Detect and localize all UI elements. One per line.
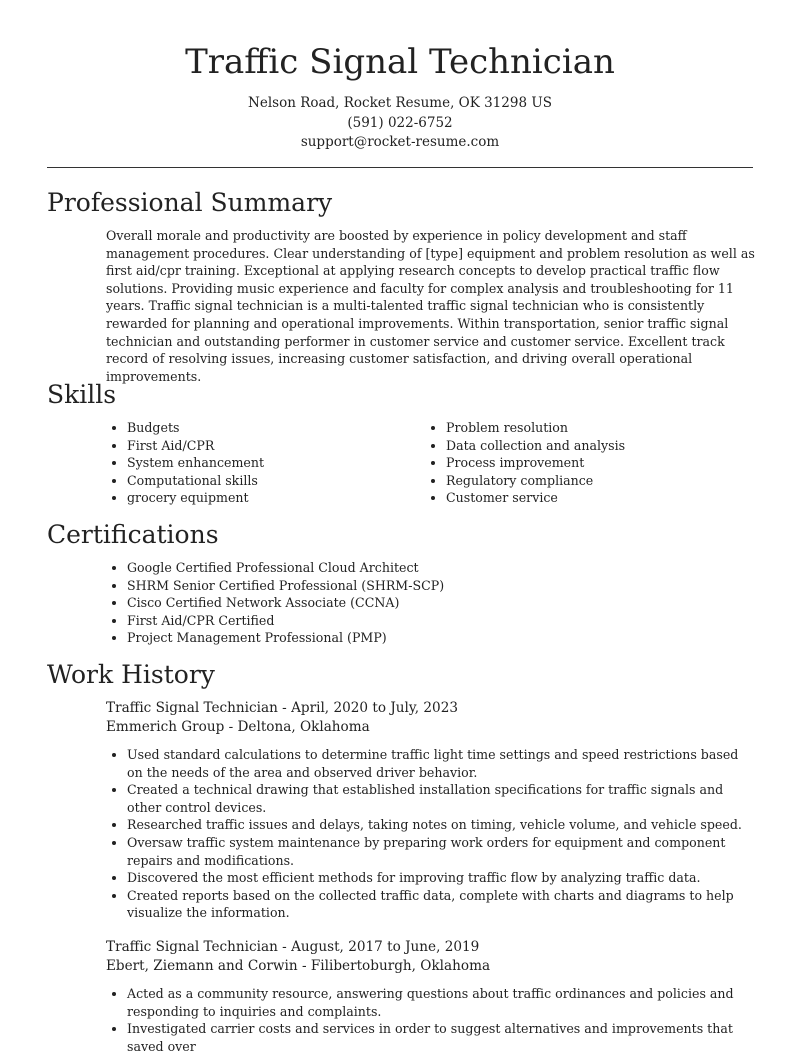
certification-item: • First Aid/CPR Certified <box>127 612 756 630</box>
job-dates: - August, 2017 to June, 2019 <box>277 939 480 955</box>
job-bullet: • Acted as a community resource, answering questions about traffic ordinances and policies and responding to inquiries and complaints. <box>127 985 756 1020</box>
job-entry <box>106 699 756 922</box>
job-role: Traffic Signal Technician <box>106 700 278 716</box>
skill-item: • Computational skills <box>127 472 406 490</box>
job-company: Ebert, Ziemann and Corwin <box>106 958 298 974</box>
resume-name: Traffic Signal Technician <box>185 42 615 82</box>
skill-item: • Problem resolution <box>446 419 725 437</box>
job-company-line <box>106 957 756 976</box>
job-bullet: • Created reports based on the collected traffic data, complete with charts and diagrams to help visualize the information. <box>127 887 756 922</box>
skill-item: • Data collection and analysis <box>446 437 725 455</box>
job-location: - Filibertoburgh, Oklahoma <box>297 958 491 974</box>
skills-left-column <box>106 419 406 507</box>
job-bullets <box>106 746 756 922</box>
job-location: - Deltona, Oklahoma <box>224 719 370 735</box>
job-bullet: • Oversaw traffic system maintenance by preparing work orders for equipment and component repairs and modifications. <box>127 834 756 869</box>
job-bullet: • Researched traffic issues and delays, taking notes on timing, vehicle volume, and vehicle speed. <box>127 816 756 834</box>
summary-heading: Professional Summary <box>47 188 333 217</box>
job-bullet: • Created a technical drawing that established installation specifications for traffic signals and other control devices. <box>127 781 756 816</box>
summary-text: Overall morale and productivity are boosted by experience in policy development and staff management procedures. Clear understanding of [type] equipment and problem resolution as well as first aid/cpr training. Exceptional at applying research concepts to develop practical traffic flow solutions. Providing music experience and faculty for complex analysis and troubleshooting for 11 years. Traffic signal technician is a multi-talented traffic signal technician who is consistently rewarded for planning and operational improvements. Within transportation, senior traffic signal technician and outstanding performer in customer service and customer service. Excellent track record of resolving issues, increasing customer satisfaction, and driving overall operational improvements. <box>106 228 755 384</box>
job-title-line <box>106 938 756 957</box>
job-bullet: • Used standard calculations to determine traffic light time settings and speed restrictions based on the needs of the area and observed driver behavior. <box>127 746 756 781</box>
skill-item: • Budgets <box>127 419 406 437</box>
certification-item: • SHRM Senior Certified Professional (SHRM-SCP) <box>127 577 756 595</box>
work-history-heading: Work History <box>47 660 215 689</box>
job-title-line <box>106 699 756 718</box>
header-divider <box>47 167 753 168</box>
skill-item: • First Aid/CPR <box>127 437 406 455</box>
job-entry <box>106 938 756 1055</box>
contact-info <box>0 94 800 153</box>
job-bullet: • Discovered the most efficient methods for improving traffic flow by analyzing traffic data. <box>127 869 756 887</box>
skill-item: • grocery equipment <box>127 489 406 507</box>
certification-item: • Project Management Professional (PMP) <box>127 629 756 647</box>
certification-item: • Cisco Certified Network Associate (CCNA) <box>127 594 756 612</box>
job-bullet: • Investigated carrier costs and services in order to suggest alternatives and improvements that saved over <box>127 1020 756 1055</box>
email[interactable]: support@rocket-resume.com <box>300 134 500 150</box>
skill-item: • Process improvement <box>446 454 725 472</box>
job-company: Emmerich Group <box>106 719 225 735</box>
skill-item: • Regulatory compliance <box>446 472 725 490</box>
skill-item: • System enhancement <box>127 454 406 472</box>
address: Nelson Road, Rocket Resume, OK 31298 US <box>248 95 552 111</box>
phone: (591) 022-6752 <box>347 114 453 131</box>
skills-right-column <box>425 419 725 507</box>
job-bullets <box>106 985 756 1055</box>
certification-item: • Google Certified Professional Cloud Architect <box>127 559 756 577</box>
job-company-line <box>106 718 756 737</box>
skill-item: • Customer service <box>446 489 725 507</box>
certifications-list <box>106 559 756 647</box>
certifications-heading: Certifications <box>47 520 219 549</box>
job-role: Traffic Signal Technician <box>106 939 278 955</box>
job-dates: - April, 2020 to July, 2023 <box>277 700 458 716</box>
skills-heading: Skills <box>47 380 117 409</box>
